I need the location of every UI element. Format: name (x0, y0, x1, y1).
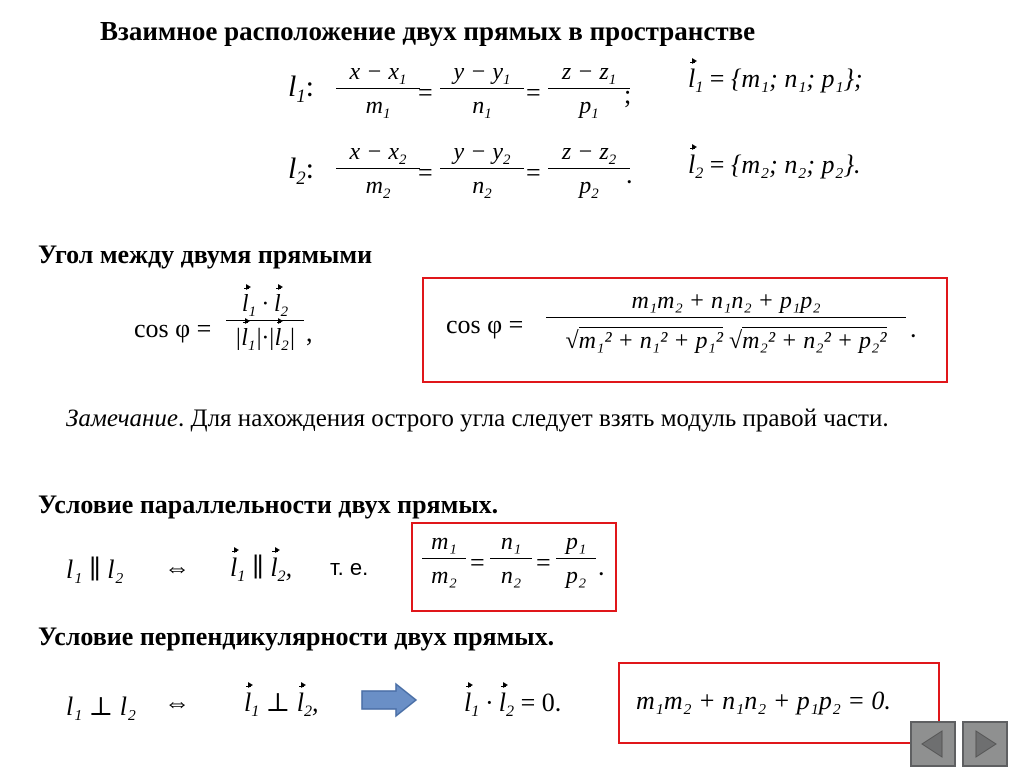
period: . (598, 552, 605, 581)
parallel-fraction-n: n₁ n₂ (490, 528, 532, 590)
comma: , (306, 318, 313, 347)
parallel-heading: Условие параллельности двух прямых. (38, 490, 499, 519)
perpendicular-vectors-condition: $l_1$ ⊥ $l_2$, (244, 688, 319, 721)
parallel-fraction-p: p₁ p₂ (556, 528, 596, 590)
semicolon: ; (624, 80, 632, 109)
line1-fraction-y: $y - y_1$ $n_1$ (440, 58, 524, 120)
line2-fraction-x: $x - x_2$ $m_2$ (336, 138, 420, 200)
cos-coordinate-fraction: m₁m₂ + n₁n₂ + p₁p₂ √m₁² + n₁² + p₁² √m₂² + n₂² + p₂² (546, 287, 906, 355)
cos-phi-label: cos φ = (134, 314, 212, 343)
equals-sign: = (526, 78, 541, 107)
right-arrow-icon (360, 682, 418, 718)
perpendicular-lines-condition: l₁ ⊥ l₂ (66, 692, 136, 721)
parallel-fraction-m: m₁ m₂ (422, 528, 466, 590)
equals-sign: = (526, 158, 541, 187)
left-arrow-icon (912, 723, 954, 765)
equals-sign: = (536, 548, 551, 577)
period: . (626, 160, 633, 189)
dot-product-condition: $l_1 \cdot l_2 = 0$. (464, 688, 562, 721)
parallel-lines-condition: l₁ ∥ l₂ (66, 555, 124, 584)
perpendicular-coordinate-condition: m₁m₂ + n₁n₂ + p₁p₂ = 0. (636, 686, 891, 715)
forward-button[interactable] (962, 721, 1008, 767)
cos-vector-fraction: $l_1 \cdot l_2$ $|l_1|\cdot|l_2|$ (226, 290, 304, 352)
line2-label: $l_2$: (288, 152, 314, 189)
line2-direction-vector: $l_2 = \{m_2$; n₂; p₂}. (688, 150, 861, 183)
equals-sign: = (418, 78, 433, 107)
line1-fraction-x: $x - x_1$ $m_1$ (336, 58, 420, 120)
angle-heading: Угол между двумя прямыми (38, 240, 373, 269)
line2-fraction-z: $z - z_2$ $p_2$ (548, 138, 630, 200)
line1-direction-vector: $l_1 = \{m_1$; n₁; p₁}; (688, 64, 863, 97)
remark-paragraph: Замечание. Для нахождения острого угла следует взять модуль правой части. (66, 405, 889, 432)
iff-symbol: ⇔ (164, 553, 190, 582)
line1-fraction-z: $z - z_1$ $p_1$ (548, 58, 630, 120)
equals-sign: = (418, 158, 433, 187)
iff-symbol: ⇔ (164, 688, 190, 717)
back-button[interactable] (910, 721, 956, 767)
perpendicular-heading: Условие перпендикулярности двух прямых. (38, 622, 555, 651)
cos-phi-label: cos φ = (446, 310, 524, 339)
line1-label: $l_1$: (288, 70, 314, 107)
period: . (910, 314, 917, 343)
right-arrow-icon (964, 723, 1006, 765)
slide-title: Взаимное расположение двух прямых в пространстве (100, 16, 756, 46)
parallel-vectors-condition: $l_1$ ∥ $l_2$, (230, 553, 293, 586)
equals-sign: = (470, 548, 485, 577)
te-label: т. е. (330, 555, 369, 580)
line2-fraction-y: $y - y_2$ $n_2$ (440, 138, 524, 200)
